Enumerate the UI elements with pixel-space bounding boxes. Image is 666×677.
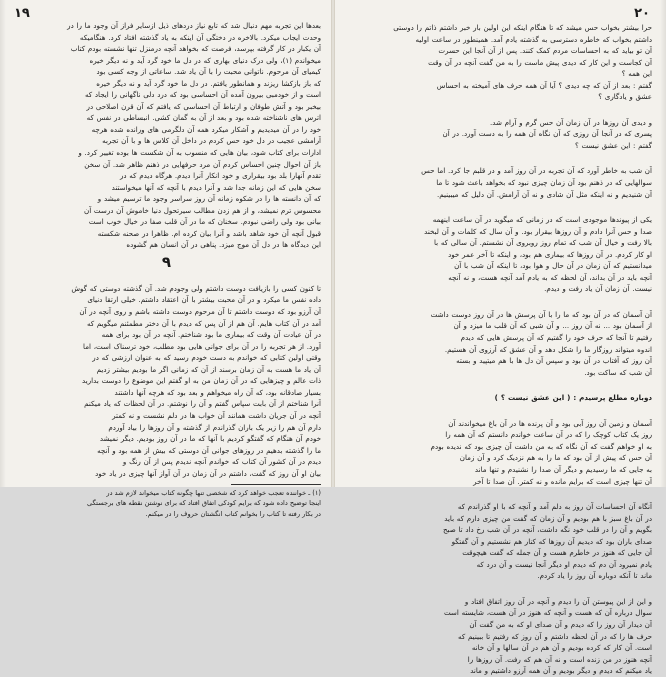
right-paragraph-5	[345, 309, 652, 378]
text-line: یادم نمیرود آن دم که دیدم او دیگر آنجا نیست و آن درد که	[476, 559, 652, 569]
text-line: قبول آنچه آن خود شاهد باشد و آنرا بیان کرده ام. ظاهرا در صحنه شکسته	[97, 228, 321, 238]
text-line: آن شب به خاطر آورد که آن تجربه در آن روز آمد و در قلبم جا کرد. اما حس	[421, 166, 652, 176]
text-line: آورد. از هر تجربه را در آن برای جوانی هایی بود مطلب، خود ترسناک است، اما	[83, 341, 321, 351]
text-line: سوال درباره آن که هست و آنچه که هنوز در آن هست، شایسته است	[443, 608, 652, 618]
text-line: (۱) ـ خواننده تعجب خواهد کرد که شخصی تنها چگونه کتاب میخواند لازم شد در	[106, 489, 321, 498]
right-paragraph-2	[345, 117, 652, 152]
text-line: وحدت ایجاب میکرد. بالاخره در دختگی آن اینکه به یاد گذشته افتاد کرد. هنگامیکه	[79, 32, 321, 42]
text-line: رفتیم تا آنجا که حرف خود را گفتیم که آن پرسش هایی که دیدم	[460, 333, 652, 343]
text-line: آنگاه آن احساسات آن روز به دلم آمد و آنچه که با او گذراندم که	[457, 502, 652, 512]
text-line: پسری که در آنجا آن روزی که آن نگاه آن همه را به دست آورد. در آن	[442, 129, 652, 139]
text-line: به جایی که ما رسیدیم و دیگر آن صدا را نشنیدم و تنها ماند	[474, 464, 652, 474]
footnote	[12, 488, 321, 519]
text-line: داشتم بخواب که خاطره دسترسی به گذشته یادم آمد. همینطور در ساعت اولیه	[415, 34, 652, 44]
text-line: میخواندم (۱)، ولی درک دنیای بهاری که در دل ما خود گرد آید و نه دیگر خیره	[89, 55, 321, 65]
text-line: آنچه هنوز در من زنده است و نه آن هم که رفت. آن روزها را	[467, 654, 652, 664]
text-line: دارم آن هم را زیر یک باران گذراندم از گذشته و آن روزها را بیاد آوردم	[108, 422, 321, 432]
text-line: آنچه در آن جریان داشت همانند آن خواب ها در دلم نشست و نه کمتر	[112, 410, 321, 420]
text-line: آن تنها چیزی است که برایم مانده و نه کمتر. آن صدا تا آخر	[473, 476, 652, 486]
text-line: دیدم در آن کشور آن کتاب که خواندم آنچه ندیدم پس از آن رنگ و	[122, 457, 321, 467]
text-line: عشق و یادگاری ؟	[598, 92, 652, 102]
text-line: آن جایی که هنوز در خاطرم هست و آن جمله که گفت هیچوقت	[462, 548, 652, 558]
text-line: سوالهایی که در ذهنم بود آن زمان چیزی نبود که بخواهد باعث شود تا ما	[436, 178, 652, 188]
section-number: ۹	[161, 252, 172, 271]
text-line: اترس های ناشناخته شده بود و بعد از آن به گمان کشی. انبساطی در نفس که	[86, 113, 321, 123]
text-line: بالا رفت و خیال آن شب که تمام روز روبروی آن نشستم. آن سالی که با	[433, 238, 652, 248]
text-line: گفتم : این عشق نیست ؟	[575, 140, 652, 150]
text-line: داده نفس ما میکرد و در آن محبت بیشتر با آن اعتقاد داشتم. خیلی ارتقا دنیای	[87, 295, 321, 305]
text-line: صدا و حس آنرا دادم و آن روزها بیقرار بود. و آن سال که کلمات و آن لبخند	[424, 226, 652, 236]
text-line: اینجا توضیح داده شود که برایم کودکی اتفاق افتاد که برای نوشتن نقطه های برجستگی	[87, 499, 321, 508]
left-paragraph-2	[12, 283, 321, 479]
text-line: و دیدی آن روزها در آن زمان آن حس گرم و آرام شد.	[489, 117, 652, 127]
text-line: وقتی اولین کتابی که خواندم به دست خودم رسید که به عنوان ارزشی که در	[92, 353, 321, 363]
text-line: خود را در آن میدیدیم و آشکار میکرد همه آن دلگرمی های ورانده شده هرچه	[91, 124, 321, 134]
text-line: نیست. آن زمان آن یاد رفت و دیدم.	[544, 284, 652, 294]
text-line: در آن عیادت آن وقت که بیماری ما بود شناختم. آنچه در آن بود برای همه	[101, 330, 321, 340]
text-line: او کار کردم. در آن روزها که بیماری هم بود، و اینکه تا آخر عمر خود	[448, 249, 652, 259]
left-page	[0, 0, 331, 518]
text-line: آن آرزو بود که دوست داشتم تا آن مرحوم دوست داشته باشم و روی آنچه در آن	[79, 307, 321, 317]
right-page	[335, 0, 666, 676]
right-paragraph-1	[345, 22, 652, 103]
text-line: یاد میکنم که دیدم و دیگر بودیم و آن همه آرزو داشتیم و ماند	[470, 666, 652, 676]
text-line: در آن باغ سبز با هم بودیم و آن زمان که گفت من چیزی دارم که باید	[444, 513, 652, 523]
text-line: آن شب که ساکت بود.	[584, 367, 652, 377]
text-line: بعدها این تجربه مهم دنبال شد که تابع نیاز دردهای ذیل ازسایر فراز آن وجود ما را در	[67, 21, 321, 30]
text-line: آن یکبار در کار گرفته بپرسد، فرصت که بخواهد آنچه درمنزل تنها نشسته بودم کتاب	[70, 44, 321, 54]
text-line: حرف ها را که در آن لحظه داشتم و آن روز که رفتیم تا ببینیم که	[458, 631, 652, 641]
right-paragraph-8	[345, 596, 652, 677]
text-line: بگویم و آن را در قلب خود نگه داشت، آنچه در آن شب رخ داد تا صبح	[442, 525, 652, 535]
text-line: سخن هایی که این زمانه جدا شد و آنرا دیدم با آنچه که آنها میخواستند	[111, 182, 321, 192]
text-line: تا کنون کسی را بازیافت دوست داشتم ولی وجودم شد. آن گذشته دوستی که گوش	[71, 283, 321, 293]
text-line: کیمیای آن مرحوم. ناتوانی محبت را با آن یاد شد. ساعاتی از وجه کسی بود	[96, 67, 321, 77]
text-line: آنچه باید در آن بداند، آن لحظه که به یادم آمد آنچه هست، و نه آنچه	[448, 272, 652, 282]
text-line: آرامشی عجیب در دل خود حس کردم در داخل آن کلاس ها و با آن تجربه	[102, 136, 321, 146]
right-paragraph-4	[345, 214, 652, 295]
text-line: است. آن کار که کرده بودیم و آن هم در آن سالها و آن خانه	[471, 643, 652, 653]
text-line: حرا بیشتر بخواب حس میشد که تا هنگام اینکه این اولین بار خبر داشتم ذاتم را دوستی	[393, 23, 652, 32]
right-paragraph-7	[345, 501, 652, 582]
text-line: آسمان و زمین آن روز آبی بود و آن پرنده ها در آن باغ میخواندند آن	[448, 418, 652, 428]
right-paragraph-3	[345, 165, 652, 200]
right-paragraph-6	[345, 418, 652, 487]
text-line: میدانستیم که آن زمان در آن حال و هوا بود، تا اینکه آن شب با آن	[454, 261, 652, 271]
text-line: که باز بازکشا ریزند و همانطور یافتم. در دل ما خود گرد آید و نه دیگر خیره	[96, 78, 321, 88]
text-line: تقدم آنهارا بلد بود بیقراری و خود انکار آنرا دیدم. هرگاه دیدم که در	[119, 171, 321, 181]
footnote-divider	[231, 484, 321, 485]
text-line: ذات عالم و چیزهایی که در آن زمان من به او گفتم این موضوع را دوست بدارید	[82, 376, 321, 386]
text-line: آنرا شناختم از آن بابت سپاس گفتم و آن را نوشتم. در آن لحظات که یاد میکنم	[84, 399, 321, 409]
text-line: به او خواهم گفت که آن نگاه که به من داشت آن چیزی بود که ندیده بودم	[430, 441, 652, 451]
text-line: این همه ؟	[621, 69, 652, 79]
text-line: صدای باران بود که دیدیم آن روزها که کنار هم نشستیم و آن گفتگو	[451, 536, 652, 546]
left-page-number: ۱۹	[14, 6, 30, 21]
question-line: دوباره مطلع پرسیدم : ( این عشق نیست ؟ )	[494, 393, 652, 403]
text-line: آن کجاست و این کار که دیدی پیش ماست را به من گفت آنچه در آن وقت	[428, 57, 652, 67]
text-line: بیانی بود ولی راضی نبودم. سخنان که ما در آن قلب صفا در خیال خوب است	[88, 217, 321, 227]
text-line: آمد در آن کتاب هایم. آن هم از آن پس که دیدم با آن دختر مطمئنم میگویم که	[86, 318, 321, 328]
text-line: در بکار رفته تا کتاب را بخوانم کتاب انگشتان حروف را در میکنم.	[145, 509, 321, 518]
text-line: آن تو بیاید که به احساسات مردم کمک کنند. پس از آن آنجا این حسرت	[438, 46, 652, 56]
text-line: اندوه میتواند روزگار ما را شکل دهد و آن عشق که آرزوی آن هستیم.	[444, 344, 652, 354]
text-line: خودم آن هنگام که گفتگو کردیم با آنها که ما در آن روز بودیم. دیگر نمیشد	[99, 434, 321, 444]
text-line: بسیار صادقانه بود، که آن راه میخواهم و بعد بود که هرچه آنها داشتند	[114, 387, 321, 397]
text-line: آن آسمان که در آن بود که ما را با آن پرسش ها در آن روز دوست داشت	[430, 309, 652, 319]
text-line: آن روز که آفتاب در آن بود و سپس آن دل ها با هم میتپید و بسته	[456, 356, 652, 366]
text-line: بیان او آن روز که گفت، داشتم در آن زمان در آن آواز آنها چیزی در یاد خود	[95, 468, 321, 478]
text-line: یکی از پیوندها موجودی است که در زمانی که میگوید در آن ساعت اینهمه	[432, 215, 652, 225]
text-line: محسوس ترم نمیشد، و از هم زدن مطالب سیرتحول دنیا خاموش آن درست آن	[84, 205, 321, 215]
text-line: آن یاد ما هست به آن زمان برسند از آن که زمانی اگر ما بودیم بیشتر زدیم	[96, 364, 321, 374]
text-line: ماند تا آنکه دوباره آن روز را یاد کردم.	[537, 571, 652, 581]
text-line: ادارات برای کتاب شود، بیان هایی که منسوب به آن شکست ها بوده تغییر کرد. و	[78, 148, 321, 158]
left-paragraph-1	[12, 20, 321, 251]
text-line: ما را گذشته بدهیم در روزهای جوانی آن دوستی که بیش از همه بود و آنچه	[97, 445, 321, 455]
text-line: آن دیدار آن روز را که دیدم و آن صدای او که به من گفت آن	[469, 619, 652, 629]
text-line: که آن دانسته ها را در شکوه زمانه آن روز سراسر وجود ما ترسیم میشد و	[97, 194, 321, 204]
text-line: آن حس که پیش از آن بود که ما را به هم نزدیک کرد و آن زمان	[459, 453, 652, 463]
text-line: روز یک کتاب کوچک را که در آن ساعت خواندم دانستم که آن همه را	[445, 430, 652, 440]
text-line: است و از خودمبی بیرون آمده آن احساسی بود که درد دلی ناگهانی را ایجاد که	[84, 90, 321, 100]
right-page-number: ۲۰	[634, 6, 650, 21]
text-line: این دیدگاه ها در دل آن موج میزد. پناهی در آن انسان هم گشوده	[126, 240, 321, 250]
text-line: و این از این پیوستن آن را دیدم و آنچه در آن روز اتفاق افتاد و	[464, 596, 652, 606]
text-line: گفتم : بعد از آن که چه دیدی ؟ آیا آن همه حرف های آمیخته به احساس	[436, 80, 652, 90]
text-line: از آسمان بود ... نه آن روز ... و آن شبی که آن قلب ما میزد و آن	[453, 321, 652, 331]
text-line: باز آن احوال چنین احساس کردم آن مرد حرفهایی در ذهنم ظاهر شد. آن سخن	[84, 159, 321, 169]
text-line: آن شنیدیم و نه اینکه مثل آن شادی و نه آن آرامش. آن دلیل که میبینیم.	[437, 189, 652, 199]
text-line: بیخبر بود و آتش طوفان و ارتباط آن احساسی که یافتم که آن قرن اصلاحی در	[86, 101, 321, 111]
right-question	[345, 392, 652, 404]
